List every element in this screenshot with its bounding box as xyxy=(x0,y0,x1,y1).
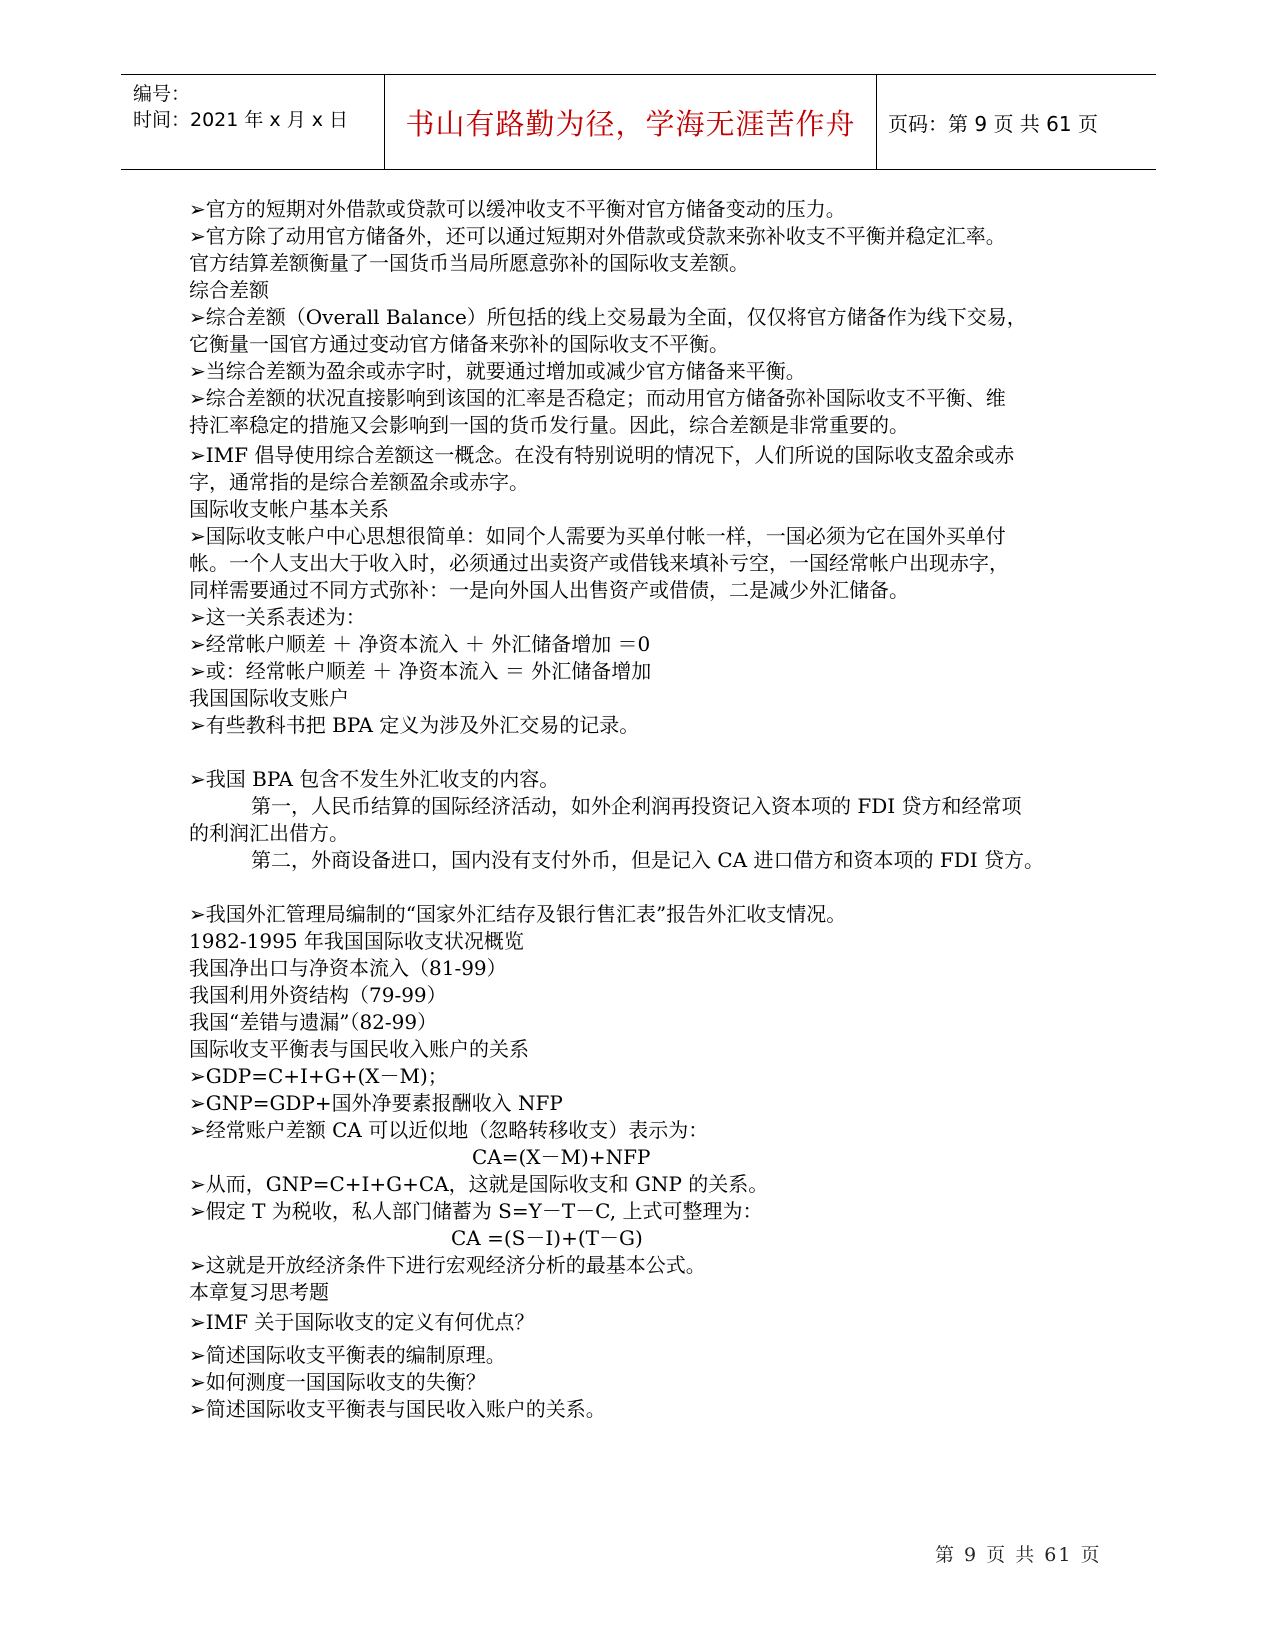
arrow-bullet-icon: ➢ xyxy=(189,305,206,329)
text-line xyxy=(189,1063,448,1089)
text-line xyxy=(189,820,349,846)
text-line xyxy=(189,955,507,981)
text-line xyxy=(189,358,806,384)
line-text: 字，通常指的是综合差额盈余或赤字。 xyxy=(189,470,529,494)
line-text: IMF 倡导使用综合差额这一概念。在没有特别说明的情况下，人们所说的国际收支盈余或赤 xyxy=(205,443,1015,467)
line-text: 从而，GNP=C+I+G+CA，这就是国际收支和 GNP 的关系。 xyxy=(205,1172,769,1196)
text-line xyxy=(189,331,729,357)
text-line xyxy=(189,1279,329,1305)
header-meta xyxy=(121,75,384,169)
arrow-bullet-icon: ➢ xyxy=(189,443,206,467)
arrow-bullet-icon: ➢ xyxy=(189,1199,206,1223)
text-line xyxy=(189,712,639,738)
number-label: 编号： xyxy=(133,83,191,105)
text-line xyxy=(189,1309,534,1335)
line-text: 它衡量一国官方通过变动官方储备来弥补的国际收支不平衡。 xyxy=(189,332,729,356)
arrow-bullet-icon: ➢ xyxy=(189,1064,206,1088)
page-footer: 第 9 页 共 61 页 xyxy=(935,1544,1102,1566)
arrow-bullet-icon: ➢ xyxy=(189,605,206,629)
text-line xyxy=(189,223,1006,249)
line-text: 经常帐户顺差 ＋ 净资本流入 ＋ 外汇储备增加 ＝0 xyxy=(205,632,651,656)
line-text: 持汇率稳定的措施又会影响到一国的货币发行量。因此，综合差额是非常重要的。 xyxy=(189,413,909,437)
text-line xyxy=(189,1090,563,1116)
line-text: 官方除了动用官方储备外，还可以通过短期对外借款或贷款来弥补收支不平衡并稳定汇率。 xyxy=(205,224,1006,248)
line-text: 帐。一个人支出大于收入时，必须通过出卖资产或借钱来填补亏空，一国经常帐户出现赤字， xyxy=(189,551,1009,575)
arrow-bullet-icon: ➢ xyxy=(189,1370,206,1394)
arrow-bullet-icon: ➢ xyxy=(189,713,206,737)
text-line xyxy=(451,1225,643,1251)
text-line xyxy=(189,442,1014,468)
line-text: 综合差额的状况直接影响到该国的汇率是否稳定；而动用官方储备弥补国际收支不平衡、维 xyxy=(205,386,1006,410)
text-line xyxy=(472,1144,650,1170)
arrow-bullet-icon: ➢ xyxy=(189,1091,206,1115)
line-text: 简述国际收支平衡表的编制原理。 xyxy=(205,1343,506,1367)
line-text: CA =(S－I)+(T－G) xyxy=(451,1226,643,1250)
line-text: 我国利用外资结构（79-99） xyxy=(189,983,447,1007)
text-line xyxy=(189,550,1009,576)
text-line xyxy=(189,1117,708,1143)
arrow-bullet-icon: ➢ xyxy=(189,524,206,548)
arrow-bullet-icon: ➢ xyxy=(189,1253,206,1277)
line-text: 这一关系表述为： xyxy=(205,605,366,629)
header-motto-cell xyxy=(384,75,877,169)
line-text: 假定 T 为税收，私人部门储蓄为 S=Y－T－C, 上式可整理为： xyxy=(205,1199,763,1223)
text-line xyxy=(189,250,749,276)
line-text: GNP=GDP+国外净要素报酬收入 NFP xyxy=(205,1091,563,1115)
text-line xyxy=(189,385,1006,411)
text-line xyxy=(189,1396,606,1422)
line-text: 官方结算差额衡量了一国货币当局所愿意弥补的国际收支差额。 xyxy=(189,251,749,275)
time-label: 时间：2021 年 x 月 x 日 xyxy=(133,109,349,131)
line-text: 当综合差额为盈余或赤字时，就要通过增加或减少官方储备来平衡。 xyxy=(205,359,806,383)
line-text: 综合差额 xyxy=(189,278,269,302)
text-line xyxy=(189,604,366,630)
text-line xyxy=(189,901,846,927)
text-line xyxy=(189,1036,529,1062)
text-line xyxy=(189,412,909,438)
arrow-bullet-icon: ➢ xyxy=(189,197,206,221)
line-text: 我国 BPA 包含不发生外汇收支的内容。 xyxy=(205,767,560,791)
line-text: 1982-1995 年我国国际收支状况概览 xyxy=(189,929,524,953)
line-text: 同样需要通过不同方式弥补：一是向外国人出售资产或借债，二是减少外汇储备。 xyxy=(189,578,909,602)
line-text: 或：经常帐户顺差 ＋ 净资本流入 ＝ 外汇储备增加 xyxy=(205,659,652,683)
text-line xyxy=(189,982,447,1008)
page-info: 页码：第 9 页 共 61 页 xyxy=(888,111,1098,136)
arrow-bullet-icon: ➢ xyxy=(189,224,206,248)
line-text: 有些教科书把 BPA 定义为涉及外汇交易的记录。 xyxy=(205,713,640,737)
arrow-bullet-icon: ➢ xyxy=(189,767,206,791)
text-line xyxy=(189,928,524,954)
text-line xyxy=(189,1198,762,1224)
text-line xyxy=(189,631,650,657)
text-line xyxy=(189,1369,486,1395)
line-text: 我国外汇管理局编制的“国家外汇结存及银行售汇表”报告外汇收支情况。 xyxy=(205,902,847,926)
text-line xyxy=(189,304,1027,330)
text-line xyxy=(189,196,846,222)
arrow-bullet-icon: ➢ xyxy=(189,659,206,683)
text-line xyxy=(189,277,269,303)
text-line xyxy=(189,496,389,522)
arrow-bullet-icon: ➢ xyxy=(189,1310,206,1334)
arrow-bullet-icon: ➢ xyxy=(189,1397,206,1421)
arrow-bullet-icon: ➢ xyxy=(189,1118,206,1142)
line-text: 本章复习思考题 xyxy=(189,1280,329,1304)
motto: 书山有路勤为径，学海无涯苦作舟 xyxy=(405,106,856,141)
arrow-bullet-icon: ➢ xyxy=(189,1172,206,1196)
text-line xyxy=(189,577,909,603)
arrow-bullet-icon: ➢ xyxy=(189,632,206,656)
line-text: 这就是开放经济条件下进行宏观经济分析的最基本公式。 xyxy=(205,1253,706,1277)
line-text: 我国“差错与遗漏”（82-99） xyxy=(189,1010,438,1034)
text-line xyxy=(189,685,349,711)
arrow-bullet-icon: ➢ xyxy=(189,359,206,383)
arrow-bullet-icon: ➢ xyxy=(189,902,206,926)
text-line xyxy=(189,523,1006,549)
text-line xyxy=(189,1009,437,1035)
line-text: 国际收支帐户基本关系 xyxy=(189,497,389,521)
line-text: 国际收支平衡表与国民收入账户的关系 xyxy=(189,1037,529,1061)
line-text: IMF 关于国际收支的定义有何优点？ xyxy=(205,1310,535,1334)
arrow-bullet-icon: ➢ xyxy=(189,1343,206,1367)
line-text: 第一，人民币结算的国际经济活动，如外企利润再投资记入资本项的 FDI 贷方和经常项 xyxy=(251,794,1022,818)
line-text: CA=(X－M)+NFP xyxy=(472,1145,651,1169)
document-header xyxy=(121,74,1156,170)
text-line xyxy=(189,1252,706,1278)
text-line xyxy=(189,1342,506,1368)
arrow-bullet-icon: ➢ xyxy=(189,386,206,410)
text-line xyxy=(251,793,1022,819)
text-line xyxy=(189,766,559,792)
line-text: 综合差额（Overall Balance）所包括的线上交易最为全面，仅仅将官方储备作为线下交易， xyxy=(205,305,1027,329)
line-text: 国际收支帐户中心思想很简单：如同个人需要为买单付帐一样，一国必须为它在国外买单付 xyxy=(205,524,1006,548)
line-text: 第二，外商设备进口，国内没有支付外币，但是记入 CA 进口借方和资本项的 FDI 贷方。 xyxy=(251,848,1044,872)
text-line xyxy=(189,469,529,495)
line-text: 我国国际收支账户 xyxy=(189,686,349,710)
line-text: 经常账户差额 CA 可以近似地（忽略转移收支）表示为： xyxy=(205,1118,709,1142)
text-line xyxy=(251,847,1044,873)
line-text: 官方的短期对外借款或贷款可以缓冲收支不平衡对官方储备变动的压力。 xyxy=(205,197,846,221)
text-line xyxy=(189,1171,768,1197)
text-line xyxy=(189,658,651,684)
line-text: 如何测度一国国际收支的失衡？ xyxy=(205,1370,486,1394)
line-text: 我国净出口与净资本流入（81-99） xyxy=(189,956,507,980)
line-text: GDP=C+I+G+(X－M)； xyxy=(205,1064,448,1088)
line-text: 的利润汇出借方。 xyxy=(189,821,349,845)
line-text: 简述国际收支平衡表与国民收入账户的关系。 xyxy=(205,1397,606,1421)
